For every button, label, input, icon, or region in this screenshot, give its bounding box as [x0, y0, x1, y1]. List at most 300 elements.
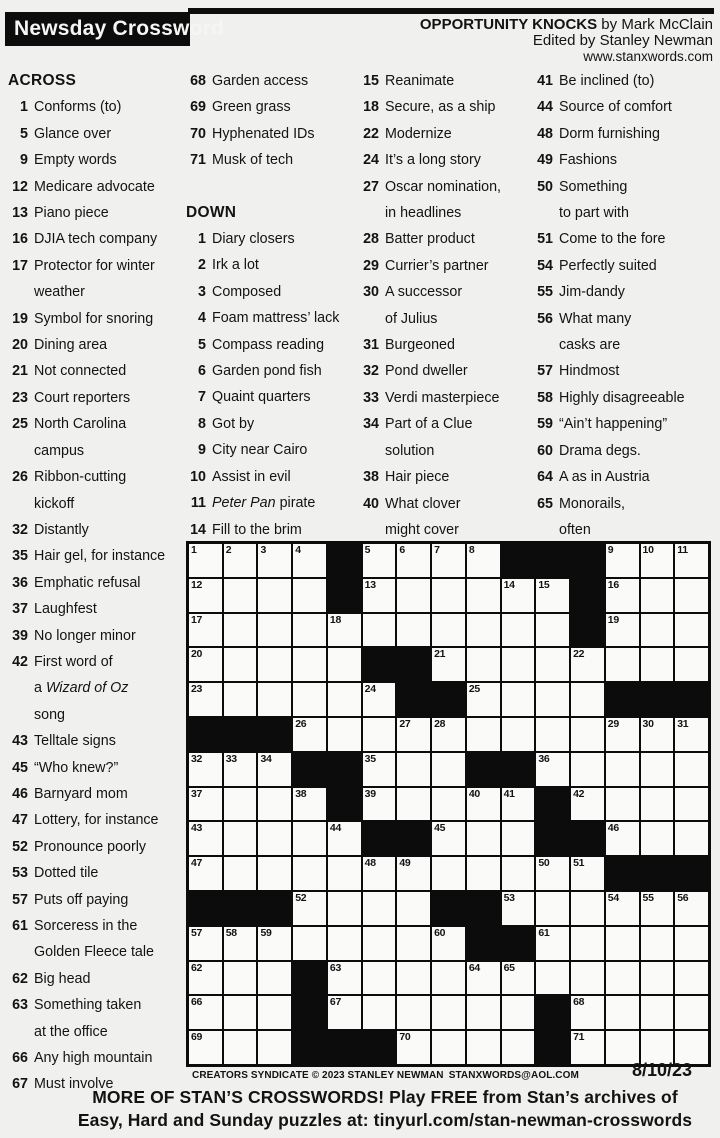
grid-cell[interactable]: [258, 648, 291, 681]
grid-cell[interactable]: [397, 544, 430, 577]
grid-cell[interactable]: [606, 996, 639, 1029]
grid-cell[interactable]: [224, 683, 257, 716]
clue-text: Must involve: [34, 1076, 114, 1093]
grid-cell[interactable]: [606, 579, 639, 612]
grid-cell[interactable]: [189, 614, 222, 647]
grid-cell[interactable]: [502, 648, 535, 681]
grid-cell[interactable]: [363, 718, 396, 751]
clue-number: 50: [537, 178, 553, 195]
grid-cell[interactable]: [467, 683, 500, 716]
clue-text: City near Cairo: [212, 442, 308, 459]
black-square: [397, 683, 430, 716]
grid-cell[interactable]: [397, 962, 430, 995]
grid-cell[interactable]: [328, 996, 361, 1029]
down-clue-33: [359, 385, 531, 411]
grid-cell[interactable]: [258, 614, 291, 647]
grid-cell[interactable]: [432, 1031, 465, 1064]
cell-number: 24: [364, 683, 376, 696]
grid-cell[interactable]: [536, 648, 569, 681]
grid-cell[interactable]: [571, 788, 604, 821]
grid-cell[interactable]: [536, 683, 569, 716]
cell-number: 68: [573, 996, 585, 1009]
across-clue-46: [8, 781, 185, 807]
grid-cell[interactable]: [293, 857, 326, 890]
clue-text: Diary closers: [212, 231, 295, 248]
grid-cell[interactable]: [675, 962, 708, 995]
grid-cell[interactable]: [258, 788, 291, 821]
grid-cell[interactable]: [363, 683, 396, 716]
across-clue-17: [8, 253, 185, 306]
cell-number: 47: [191, 857, 203, 870]
grid-cell[interactable]: [675, 927, 708, 960]
grid-cell[interactable]: [467, 1031, 500, 1064]
grid-cell[interactable]: [502, 822, 535, 855]
clue-text: Hair gel, for instance: [34, 548, 166, 565]
grid-cell[interactable]: [641, 996, 674, 1029]
grid-cell[interactable]: [571, 648, 604, 681]
grid-cell[interactable]: [571, 927, 604, 960]
across-clue-43: [8, 728, 185, 754]
grid-cell[interactable]: [224, 648, 257, 681]
grid-cell[interactable]: [189, 579, 222, 612]
promo-line-1: MORE OF STAN’S CROSSWORDS! Play FREE from Stan’s archives of: [92, 1087, 678, 1107]
grid-cell[interactable]: [189, 648, 222, 681]
clue-text: What clover might cover: [385, 495, 461, 538]
clue-number: 23: [12, 389, 28, 406]
black-square: [571, 614, 604, 647]
grid-cell[interactable]: [258, 753, 291, 786]
grid-cell[interactable]: [258, 579, 291, 612]
clue-number: 63: [12, 997, 28, 1014]
clue-number: 43: [12, 733, 28, 750]
grid-cell[interactable]: [258, 927, 291, 960]
grid-cell[interactable]: [502, 962, 535, 995]
cell-number: 54: [607, 891, 619, 904]
grid-cell[interactable]: [502, 857, 535, 890]
grid-cell[interactable]: [293, 544, 326, 577]
grid-cell[interactable]: [328, 648, 361, 681]
grid-cell[interactable]: [606, 544, 639, 577]
cell-number: 4: [295, 544, 301, 556]
grid-cell[interactable]: [397, 788, 430, 821]
grid-cell[interactable]: [293, 648, 326, 681]
grid-cell[interactable]: [675, 648, 708, 681]
grid-cell[interactable]: [675, 753, 708, 786]
grid-cell[interactable]: [502, 788, 535, 821]
grid-cell[interactable]: [189, 962, 222, 995]
grid-cell[interactable]: [571, 962, 604, 995]
cell-number: 16: [607, 578, 619, 591]
grid-cell[interactable]: [502, 996, 535, 1029]
clue-number: 44: [537, 99, 553, 116]
clue-text: Hindmost: [559, 363, 620, 380]
cell-number: 18: [329, 613, 342, 626]
grid-cell[interactable]: [363, 996, 396, 1029]
grid-cell[interactable]: [258, 1031, 291, 1064]
across-clue-37: [8, 596, 185, 622]
black-square: [328, 753, 361, 786]
down-clue-50: [533, 174, 717, 227]
grid-cell[interactable]: [432, 857, 465, 890]
clue-number: 1: [20, 99, 28, 116]
grid-cell[interactable]: [363, 927, 396, 960]
across-clue-68: [186, 68, 358, 94]
grid-cell[interactable]: [224, 614, 257, 647]
grid-cell[interactable]: [502, 718, 535, 751]
black-square: [536, 544, 569, 577]
grid-cell[interactable]: [467, 996, 500, 1029]
grid-cell[interactable]: [397, 614, 430, 647]
grid-cell[interactable]: [675, 579, 708, 612]
grid-cell[interactable]: [363, 962, 396, 995]
cell-number: 45: [434, 822, 446, 835]
across-clue-35: [8, 543, 185, 569]
grid-cell[interactable]: [502, 683, 535, 716]
puzzle-byline-block: [420, 17, 713, 65]
clue-text: Compass reading: [212, 336, 325, 353]
cell-number: 32: [191, 752, 203, 765]
grid-cell[interactable]: [328, 718, 361, 751]
grid-cell[interactable]: [675, 544, 708, 577]
grid-cell[interactable]: [397, 857, 430, 890]
grid-cell[interactable]: [258, 857, 291, 890]
clue-text: Court reporters: [34, 389, 131, 406]
grid-cell[interactable]: [432, 718, 465, 751]
grid-cell[interactable]: [467, 579, 500, 612]
grid-cell[interactable]: [606, 892, 639, 925]
grid-cell[interactable]: [189, 996, 222, 1029]
grid-cell[interactable]: [363, 753, 396, 786]
across-clue-69: [186, 94, 358, 120]
clue-number: 45: [12, 759, 28, 776]
grid-cell[interactable]: [397, 579, 430, 612]
grid-cell[interactable]: [293, 822, 326, 855]
grid-cell[interactable]: [363, 579, 396, 612]
grid-cell[interactable]: [189, 1031, 222, 1064]
clue-text: It’s a long story: [385, 152, 481, 169]
grid-cell[interactable]: [571, 892, 604, 925]
grid-cell[interactable]: [432, 927, 465, 960]
grid-cell[interactable]: [363, 857, 396, 890]
grid-cell[interactable]: [293, 718, 326, 751]
grid-cell[interactable]: [536, 927, 569, 960]
cell-number: 3: [260, 544, 266, 556]
grid-cell[interactable]: [293, 614, 326, 647]
grid-cell[interactable]: [328, 962, 361, 995]
grid-cell[interactable]: [536, 857, 569, 890]
clue-text: Got by: [212, 415, 255, 432]
grid-cell[interactable]: [363, 788, 396, 821]
grid-cell[interactable]: [328, 857, 361, 890]
grid-cell[interactable]: [189, 788, 222, 821]
grid-cell[interactable]: [571, 718, 604, 751]
grid-cell[interactable]: [432, 788, 465, 821]
grid-cell[interactable]: [675, 718, 708, 751]
clue-text: Distantly: [34, 521, 89, 538]
grid-cell[interactable]: [675, 788, 708, 821]
puzzle-title-line: [420, 17, 713, 33]
clue-text: Come to the fore: [559, 231, 666, 248]
cell-number: 13: [364, 578, 376, 591]
grid-cell[interactable]: [293, 683, 326, 716]
grid-cell[interactable]: [571, 753, 604, 786]
grid-cell[interactable]: [641, 927, 674, 960]
black-square: [502, 753, 535, 786]
clue-number: 49: [537, 152, 553, 169]
down-clue-65: [533, 491, 717, 544]
grid-cell[interactable]: [397, 892, 430, 925]
website-url: www.stanxwords.com: [583, 49, 713, 64]
grid-cell[interactable]: [328, 927, 361, 960]
clue-text: Dining area: [34, 337, 108, 354]
down-clue-1: [186, 226, 358, 252]
grid-cell[interactable]: [675, 822, 708, 855]
grid-cell[interactable]: [189, 822, 222, 855]
black-square: [363, 648, 396, 681]
grid-cell[interactable]: [606, 962, 639, 995]
clue-text: Not connected: [34, 363, 127, 380]
across-clue-66: [8, 1045, 185, 1071]
grid-cell[interactable]: [571, 996, 604, 1029]
clue-number: 6: [198, 363, 206, 380]
grid-cell[interactable]: [606, 718, 639, 751]
grid-cell[interactable]: [224, 857, 257, 890]
grid-cell[interactable]: [536, 579, 569, 612]
across-clue-62: [8, 966, 185, 992]
grid-cell[interactable]: [467, 614, 500, 647]
grid-cell[interactable]: [502, 1031, 535, 1064]
grid-cell[interactable]: [328, 683, 361, 716]
grid-cell[interactable]: [641, 892, 674, 925]
down-clue-10: [186, 464, 358, 490]
grid-cell[interactable]: [224, 927, 257, 960]
cell-number: 71: [573, 1031, 585, 1044]
grid-cell[interactable]: [224, 579, 257, 612]
grid-cell[interactable]: [189, 753, 222, 786]
grid-cell[interactable]: [397, 1031, 430, 1064]
grid-cell[interactable]: [606, 614, 639, 647]
grid-cell[interactable]: [328, 822, 361, 855]
clue-number: 17: [12, 257, 28, 274]
cell-number: 26: [295, 717, 307, 730]
grid-cell[interactable]: [641, 822, 674, 855]
grid-cell[interactable]: [467, 718, 500, 751]
grid-cell[interactable]: [536, 614, 569, 647]
black-square: [293, 996, 326, 1029]
grid-cell[interactable]: [606, 927, 639, 960]
down-clue-14: [186, 517, 358, 543]
grid-cell[interactable]: [363, 614, 396, 647]
crossword-grid: [186, 541, 711, 1067]
grid-cell[interactable]: [467, 788, 500, 821]
clue-text: Be inclined (to): [559, 73, 655, 89]
clue-number: 1: [198, 231, 206, 248]
clue-text: Oscar nomination, in headlines: [385, 178, 502, 222]
clue-text: Musk of tech: [212, 152, 294, 169]
clue-number: 42: [12, 653, 28, 670]
black-square: [502, 544, 535, 577]
grid-cell[interactable]: [293, 927, 326, 960]
black-square: [571, 544, 604, 577]
grid-cell[interactable]: [432, 544, 465, 577]
grid-cell[interactable]: [258, 683, 291, 716]
down-clue-29: [359, 253, 531, 279]
grid-cell[interactable]: [571, 857, 604, 890]
grid-cell[interactable]: [224, 753, 257, 786]
black-square: [328, 544, 361, 577]
grid-cell[interactable]: [224, 1031, 257, 1064]
grid-cell[interactable]: [606, 648, 639, 681]
cell-number: 51: [573, 857, 585, 870]
grid-cell[interactable]: [536, 718, 569, 751]
clue-text: Assist in evil: [212, 468, 291, 485]
grid-cell[interactable]: [258, 962, 291, 995]
cell-number: 6: [399, 544, 405, 556]
grid-cell[interactable]: [536, 753, 569, 786]
down-clue-38: [359, 464, 531, 490]
grid-cell[interactable]: [536, 892, 569, 925]
grid-cell[interactable]: [432, 962, 465, 995]
clue-number: 67: [12, 1076, 28, 1093]
grid-cell[interactable]: [606, 788, 639, 821]
grid-cell[interactable]: [432, 579, 465, 612]
grid-cell[interactable]: [467, 648, 500, 681]
grid-cell[interactable]: [189, 683, 222, 716]
clue-text: “Ain’t happening”: [559, 416, 668, 433]
clue-text: Barnyard mom: [34, 785, 128, 802]
clue-text: Big head: [34, 970, 91, 987]
clue-text: Source of comfort: [559, 99, 672, 116]
grid-cell[interactable]: [641, 962, 674, 995]
grid-cell[interactable]: [467, 544, 500, 577]
grid-cell[interactable]: [536, 962, 569, 995]
clue-number: 40: [363, 495, 379, 512]
cell-number: 65: [503, 961, 515, 974]
down-clue-44: [533, 94, 717, 120]
grid-cell[interactable]: [432, 822, 465, 855]
grid-cell[interactable]: [224, 996, 257, 1029]
grid-cell[interactable]: [467, 962, 500, 995]
clue-text: Currier’s partner: [385, 257, 489, 274]
grid-cell[interactable]: [675, 614, 708, 647]
grid-cell[interactable]: [432, 614, 465, 647]
grid-cell[interactable]: [293, 579, 326, 612]
cell-number: 5: [364, 544, 371, 556]
grid-cell[interactable]: [432, 648, 465, 681]
cell-number: 12: [191, 578, 203, 591]
down-clue-7: [186, 384, 358, 410]
grid-cell[interactable]: [641, 753, 674, 786]
cell-number: 49: [399, 857, 411, 870]
grid-cell[interactable]: [397, 753, 430, 786]
grid-cell[interactable]: [224, 962, 257, 995]
cell-number: 43: [191, 822, 203, 835]
clue-text: A as in Austria: [559, 469, 650, 486]
clue-text: Hyphenated IDs: [212, 125, 315, 142]
grid-cell[interactable]: [502, 579, 535, 612]
grid-cell[interactable]: [224, 788, 257, 821]
grid-cell[interactable]: [363, 544, 396, 577]
puzzle-author: by Mark McClain: [597, 16, 713, 33]
grid-cell[interactable]: [397, 927, 430, 960]
cell-number: 66: [191, 996, 203, 1009]
clue-number: 56: [537, 310, 553, 327]
cell-number: 52: [295, 891, 307, 904]
clue-text: Part of a Clue solution: [385, 416, 473, 459]
down-clue-41: [533, 68, 717, 94]
cell-number: 48: [364, 857, 376, 870]
cell-number: 21: [434, 648, 446, 661]
grid-cell[interactable]: [606, 753, 639, 786]
grid-cell[interactable]: [224, 544, 257, 577]
grid-cell[interactable]: [397, 718, 430, 751]
grid-cell[interactable]: [189, 857, 222, 890]
grid-cell[interactable]: [189, 927, 222, 960]
clue-text: Peter Pan pirate: [212, 495, 316, 512]
cell-number: 50: [538, 857, 550, 870]
cell-number: 23: [191, 683, 203, 696]
clue-number: 70: [190, 125, 206, 142]
cell-number: 64: [468, 961, 480, 974]
black-square: [328, 579, 361, 612]
grid-cell[interactable]: [502, 614, 535, 647]
grid-cell[interactable]: [224, 822, 257, 855]
grid-cell[interactable]: [675, 892, 708, 925]
grid-cell[interactable]: [641, 544, 674, 577]
grid-cell[interactable]: [258, 544, 291, 577]
grid-cell[interactable]: [328, 892, 361, 925]
grid-cell[interactable]: [363, 892, 396, 925]
clue-text: Dorm furnishing: [559, 125, 660, 142]
grid-cell[interactable]: [189, 544, 222, 577]
grid-cell[interactable]: [606, 822, 639, 855]
grid-cell[interactable]: [502, 892, 535, 925]
grid-cell[interactable]: [258, 822, 291, 855]
cell-number: 19: [607, 613, 619, 626]
grid-cell[interactable]: [432, 996, 465, 1029]
grid-cell[interactable]: [641, 788, 674, 821]
grid-cell[interactable]: [641, 579, 674, 612]
grid-cell[interactable]: [571, 683, 604, 716]
grid-cell[interactable]: [467, 822, 500, 855]
cell-number: 37: [191, 787, 203, 800]
black-square: [606, 683, 639, 716]
down-clue-27: [359, 174, 531, 227]
black-square: [641, 857, 674, 890]
grid-cell[interactable]: [641, 718, 674, 751]
clue-number: 26: [12, 469, 28, 486]
clue-number: 54: [537, 257, 553, 274]
black-square: [536, 996, 569, 1029]
grid-cell[interactable]: [397, 996, 430, 1029]
black-square: [467, 892, 500, 925]
grid-cell[interactable]: [467, 857, 500, 890]
clue-text: Drama degs.: [559, 442, 641, 459]
grid-cell[interactable]: [641, 614, 674, 647]
grid-cell[interactable]: [675, 996, 708, 1029]
cell-number: 1: [191, 544, 197, 556]
clue-text: Medicare advocate: [34, 178, 155, 195]
clue-text: Emphatic refusal: [34, 574, 141, 591]
across-clue-39: [8, 623, 185, 649]
black-square: [293, 753, 326, 786]
grid-cell[interactable]: [641, 648, 674, 681]
grid-cell[interactable]: [328, 614, 361, 647]
grid-cell[interactable]: [432, 753, 465, 786]
grid-cell[interactable]: [293, 788, 326, 821]
grid-cell[interactable]: [258, 996, 291, 1029]
grid-cell[interactable]: [293, 892, 326, 925]
